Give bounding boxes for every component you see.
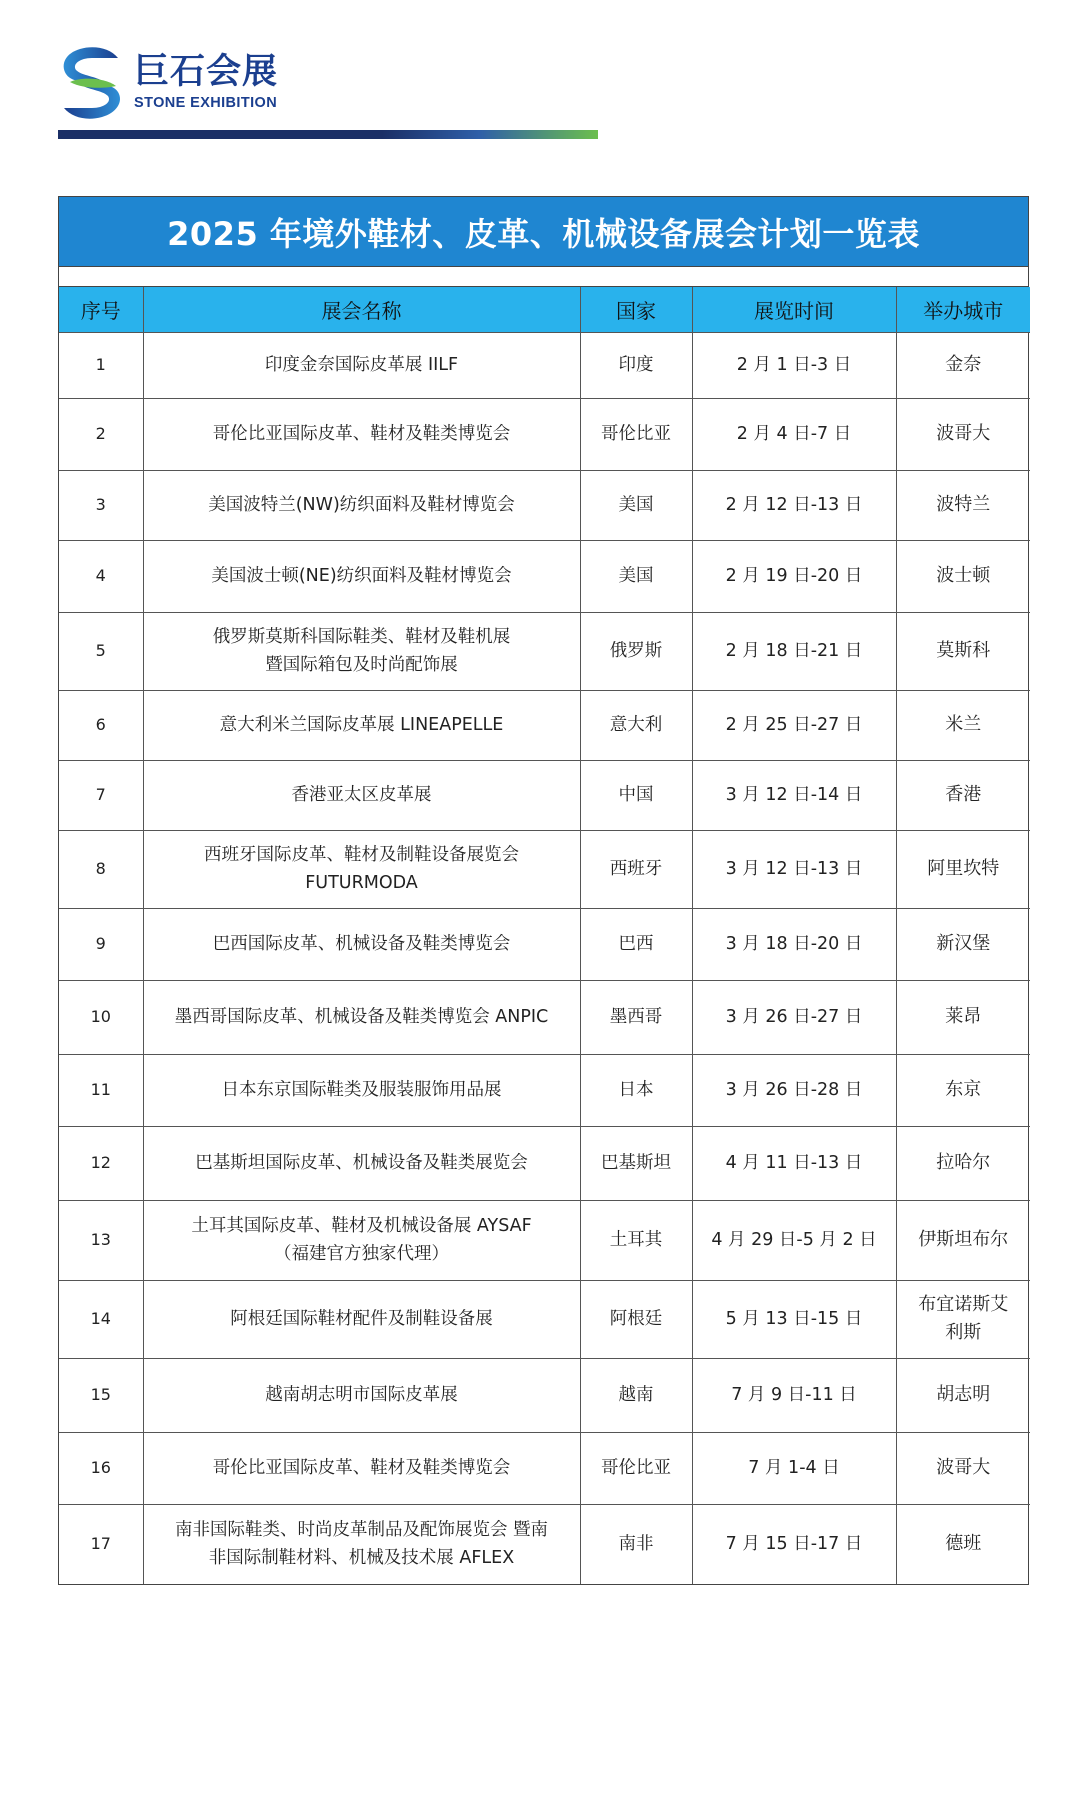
country-cell: 巴基斯坦 — [580, 1126, 692, 1200]
city-cell: 香港 — [896, 760, 1030, 830]
date-cell: 4 月 11 日-13 日 — [692, 1126, 896, 1200]
city-cell: 阿里坎特 — [896, 830, 1030, 908]
table-row — [59, 470, 1030, 540]
city-cell: 波哥大 — [896, 398, 1030, 470]
country-cell: 阿根廷 — [580, 1280, 692, 1358]
city-cell: 德班 — [896, 1504, 1030, 1584]
table-title: 2025 年境外鞋材、皮革、机械设备展会计划一览表 — [167, 214, 920, 253]
row-number: 10 — [59, 980, 143, 1054]
row-number: 11 — [59, 1054, 143, 1126]
row-number: 15 — [59, 1358, 143, 1432]
date-cell: 3 月 12 日-13 日 — [692, 830, 896, 908]
city-cell: 米兰 — [896, 690, 1030, 760]
exhibition-name: 墨西哥国际皮革、机械设备及鞋类博览会 ANPIC — [143, 980, 580, 1054]
city-cell: 新汉堡 — [896, 908, 1030, 980]
table-row — [59, 332, 1030, 398]
row-number: 16 — [59, 1432, 143, 1504]
country-cell: 南非 — [580, 1504, 692, 1584]
date-cell: 2 月 4 日-7 日 — [692, 398, 896, 470]
city-cell: 莫斯科 — [896, 612, 1030, 690]
date-cell: 7 月 15 日-17 日 — [692, 1504, 896, 1584]
country-cell: 哥伦比亚 — [580, 1432, 692, 1504]
city-cell: 伊斯坦布尔 — [896, 1200, 1030, 1280]
date-cell: 5 月 13 日-15 日 — [692, 1280, 896, 1358]
exhibition-name: 哥伦比亚国际皮革、鞋材及鞋类博览会 — [143, 398, 580, 470]
row-number: 2 — [59, 398, 143, 470]
row-number: 14 — [59, 1280, 143, 1358]
city-cell: 金奈 — [896, 332, 1030, 398]
exhibition-name: 哥伦比亚国际皮革、鞋材及鞋类博览会 — [143, 1432, 580, 1504]
exhibition-name: 日本东京国际鞋类及服装服饰用品展 — [143, 1054, 580, 1126]
table-body — [59, 332, 1030, 1584]
exhibition-name: 阿根廷国际鞋材配件及制鞋设备展 — [143, 1280, 580, 1358]
date-cell: 2 月 19 日-20 日 — [692, 540, 896, 612]
city-cell: 波特兰 — [896, 470, 1030, 540]
city-cell: 布宜诺斯艾 利斯 — [896, 1280, 1030, 1358]
table-header-row — [59, 287, 1030, 332]
table-row — [59, 1126, 1030, 1200]
date-cell: 3 月 18 日-20 日 — [692, 908, 896, 980]
country-cell: 西班牙 — [580, 830, 692, 908]
table-row — [59, 690, 1030, 760]
city-cell: 东京 — [896, 1054, 1030, 1126]
exhibition-name: 意大利米兰国际皮革展 LINEAPELLE — [143, 690, 580, 760]
country-cell: 中国 — [580, 760, 692, 830]
date-cell: 3 月 12 日-14 日 — [692, 760, 896, 830]
exhibition-name: 越南胡志明市国际皮革展 — [143, 1358, 580, 1432]
city-cell: 波士顿 — [896, 540, 1030, 612]
row-number: 17 — [59, 1504, 143, 1584]
table-row — [59, 830, 1030, 908]
table-row — [59, 1054, 1030, 1126]
exhibition-name: 西班牙国际皮革、鞋材及制鞋设备展览会 FUTURMODA — [143, 830, 580, 908]
header-time: 展览时间 — [692, 287, 896, 332]
spacer-row — [59, 267, 1028, 287]
exhibition-name: 美国波士顿(NE)纺织面料及鞋材博览会 — [143, 540, 580, 612]
table-row — [59, 760, 1030, 830]
country-cell: 意大利 — [580, 690, 692, 760]
row-number: 8 — [59, 830, 143, 908]
city-cell: 莱昂 — [896, 980, 1030, 1054]
country-cell: 巴西 — [580, 908, 692, 980]
city-cell: 胡志明 — [896, 1358, 1030, 1432]
row-number: 9 — [59, 908, 143, 980]
country-cell: 印度 — [580, 332, 692, 398]
exhibition-name: 巴西国际皮革、机械设备及鞋类博览会 — [143, 908, 580, 980]
date-cell: 2 月 1 日-3 日 — [692, 332, 896, 398]
exhibition-name: 南非国际鞋类、时尚皮革制品及配饰展览会 暨南 非国际制鞋材料、机械及技术展 AFLEX — [143, 1504, 580, 1584]
date-cell: 3 月 26 日-28 日 — [692, 1054, 896, 1126]
country-cell: 俄罗斯 — [580, 612, 692, 690]
row-number: 12 — [59, 1126, 143, 1200]
table-row — [59, 612, 1030, 690]
date-cell: 2 月 25 日-27 日 — [692, 690, 896, 760]
exhibition-name: 俄罗斯莫斯科国际鞋类、鞋材及鞋机展 暨国际箱包及时尚配饰展 — [143, 612, 580, 690]
table-title-bar — [59, 197, 1028, 267]
header-divider — [58, 130, 598, 139]
date-cell: 7 月 9 日-11 日 — [692, 1358, 896, 1432]
country-cell: 哥伦比亚 — [580, 398, 692, 470]
exhibition-name: 巴基斯坦国际皮革、机械设备及鞋类展览会 — [143, 1126, 580, 1200]
table-row — [59, 1432, 1030, 1504]
row-number: 1 — [59, 332, 143, 398]
row-number: 6 — [59, 690, 143, 760]
date-cell: 7 月 1-4 日 — [692, 1432, 896, 1504]
date-cell: 4 月 29 日-5 月 2 日 — [692, 1200, 896, 1280]
row-number: 5 — [59, 612, 143, 690]
table-row — [59, 1280, 1030, 1358]
stone-s-logo-icon — [58, 44, 126, 122]
exhibition-name: 香港亚太区皮革展 — [143, 760, 580, 830]
row-number: 3 — [59, 470, 143, 540]
row-number: 4 — [59, 540, 143, 612]
brand-name-en: STONE EXHIBITION — [134, 95, 278, 111]
brand-name-cn: 巨石会展 — [134, 52, 279, 92]
table-row — [59, 540, 1030, 612]
exhibition-name: 美国波特兰(NW)纺织面料及鞋材博览会 — [143, 470, 580, 540]
country-cell: 日本 — [580, 1054, 692, 1126]
header-name: 展会名称 — [143, 287, 580, 332]
table-row — [59, 980, 1030, 1054]
row-number: 7 — [59, 760, 143, 830]
date-cell: 2 月 18 日-21 日 — [692, 612, 896, 690]
header-no: 序号 — [59, 287, 143, 332]
country-cell: 美国 — [580, 540, 692, 612]
table-row — [59, 1200, 1030, 1280]
row-number: 13 — [59, 1200, 143, 1280]
header-city: 举办城市 — [896, 287, 1030, 332]
exhibition-table — [58, 196, 1029, 1585]
country-cell: 土耳其 — [580, 1200, 692, 1280]
city-cell: 波哥大 — [896, 1432, 1030, 1504]
table-row — [59, 1504, 1030, 1584]
exhibition-name: 印度金奈国际皮革展 IILF — [143, 332, 580, 398]
date-cell: 2 月 12 日-13 日 — [692, 470, 896, 540]
country-cell: 墨西哥 — [580, 980, 692, 1054]
country-cell: 美国 — [580, 470, 692, 540]
country-cell: 越南 — [580, 1358, 692, 1432]
table-row — [59, 1358, 1030, 1432]
table-row — [59, 908, 1030, 980]
brand-logo — [58, 44, 358, 122]
exhibition-name: 土耳其国际皮革、鞋材及机械设备展 AYSAF （福建官方独家代理） — [143, 1200, 580, 1280]
table-row — [59, 398, 1030, 470]
city-cell: 拉哈尔 — [896, 1126, 1030, 1200]
header-country: 国家 — [580, 287, 692, 332]
date-cell: 3 月 26 日-27 日 — [692, 980, 896, 1054]
